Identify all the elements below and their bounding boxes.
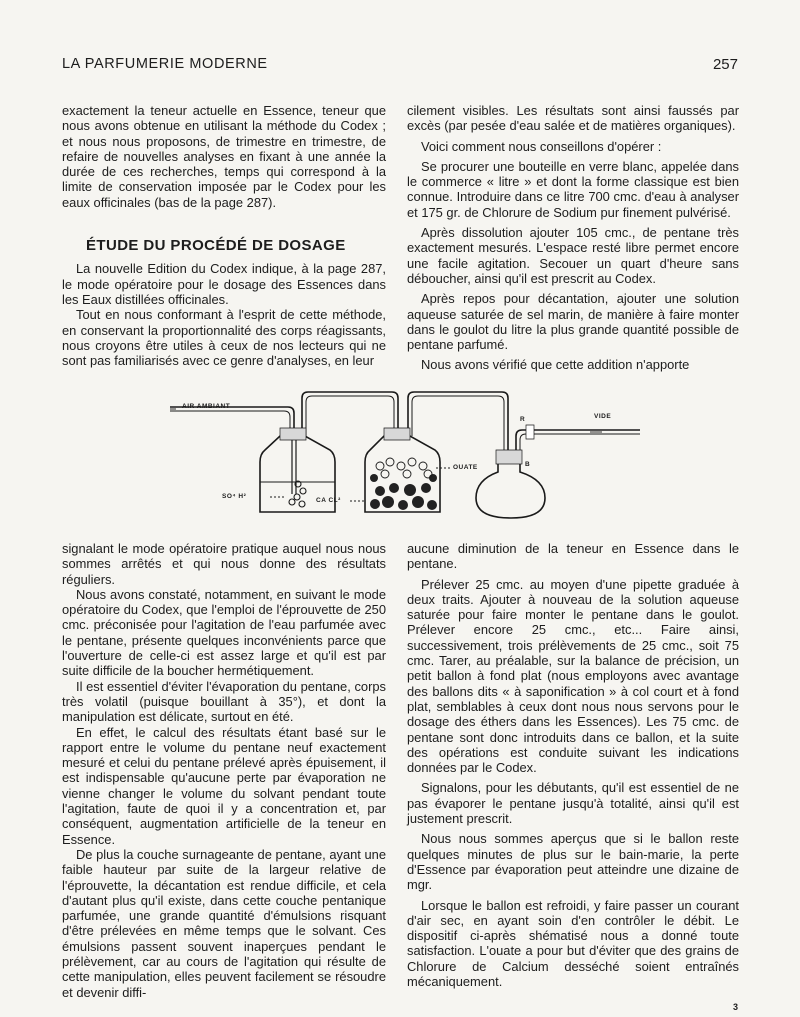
bubble bbox=[289, 499, 295, 505]
paragraph: signalant le mode opératoire pratique auquel nous nous sommes arrêtés et qui nous donne des résultats réguliers. bbox=[62, 541, 386, 587]
connector-1-2-inner bbox=[306, 396, 394, 436]
calcium-chloride-grain bbox=[412, 496, 424, 508]
right-column-bottom bbox=[407, 541, 739, 989]
paragraph: Se procurer une bouteille en verre blanc, appelée dans le commerce « litre » et dont la forme classique est bien connue. Introduire dans ce litre 700 cmc. d'eau à analyser et 175 gr. de Chlorure de Sodium pur finement pulvérisé. bbox=[407, 158, 739, 220]
cotton-tuft bbox=[376, 462, 384, 470]
paragraph: La nouvelle Edition du Codex indique, à la page 287, le mode opératoire pour le dosage des Essences dans les Eaux distillées officinales. bbox=[62, 261, 386, 307]
bubble bbox=[300, 488, 306, 494]
paragraph: Tout en nous conformant à l'esprit de cette méthode, en conservant la proportionnalité des corps réagissants, nous croyons être utiles à ceux de nos lecteurs qui ne sont pas familiarisés avec ce genre d'analyses, en leur bbox=[62, 307, 386, 369]
apparatus-drawing bbox=[170, 384, 640, 529]
flask-label: B bbox=[525, 461, 531, 468]
cotton-tuft bbox=[408, 458, 416, 466]
paragraph: Il est essentiel d'éviter l'évaporation du pentane, corps très volatil (puisque bouillant à 35°), et dont la manipulation est délicate, surtout en été. bbox=[62, 678, 386, 725]
paragraph: Prélever 25 cmc. au moyen d'une pipette graduée à deux traits. Ajouter à nouveau de la solution aqueuse saturée pour faire monter le pentane dans le goulot. Prélever encore 25 cmc., etc... Faire ainsi, successivement, trois prélèvements de 25 cmc., soit 75 cmc. Tarer, au préalable, sur la balance de précision, un petit ballon à fond plat (nous employons avec avantage des ballons dits « à saponification » à col court et à fond plat, semblables à ceux dont nous nous servons pour le dosage des éthers dans les Essences). Les 75 cmc. de pentane sont donc introduits dans ce ballon, et la suite des opérations est conduite suivant les indications données par le Codex. bbox=[407, 576, 739, 776]
cotton-tuft bbox=[397, 462, 405, 470]
bubble bbox=[299, 501, 305, 507]
journal-title: LA PARFUMERIE MODERNE bbox=[62, 56, 268, 72]
paragraph: Après dissolution ajouter 105 cmc., de pentane très exactement mesurés. L'espace resté libre permet encore une facile agitation. Secouer un quart d'heure sans déboucher, ainsi qu'il est prescrit au Codex. bbox=[407, 225, 739, 286]
calcium-chloride-grain bbox=[375, 486, 385, 496]
cotton-tuft bbox=[424, 470, 432, 478]
left-column-bottom bbox=[62, 541, 386, 1000]
paragraph: Nous avons vérifié que cette addition n'apporte bbox=[421, 357, 690, 373]
paragraph: Signalons, pour les débutants, qu'il est essentiel de ne pas évaporer le pentane jusqu'à totalité, ainsi qu'il est justement prescrit. bbox=[407, 780, 739, 827]
calcium-chloride-grain bbox=[429, 474, 437, 482]
page-number: 257 bbox=[712, 56, 738, 73]
right-column-top bbox=[407, 103, 739, 373]
calcium-chloride-grain bbox=[421, 483, 431, 493]
tap-label: R bbox=[520, 416, 526, 423]
bubble bbox=[294, 494, 300, 500]
paragraph: aucune diminution de la teneur en Essence dans le pentane. bbox=[407, 541, 739, 572]
air-inlet-tube-inner bbox=[170, 411, 290, 436]
calcium-chloride-grain bbox=[370, 474, 378, 482]
calcium-chloride-grain bbox=[370, 499, 380, 509]
stopper-1 bbox=[280, 428, 306, 440]
flask bbox=[476, 456, 545, 518]
section-title: ÉTUDE DU PROCÉDÉ DE DOSAGE bbox=[86, 237, 346, 255]
paragraph: Voici comment nous conseillons d'opérer : bbox=[421, 138, 662, 154]
paragraph: cilement visibles. Les résultats sont ainsi faussés par excès (par pesée d'eau salée et de matières organiques). bbox=[407, 103, 739, 134]
paragraph: exactement la teneur actuelle en Essence, teneur que nous avons obtenue en utilisant la méthode du Codex ; et nous nous proposons, de trimestre en trimestre, de refaire de nouvelles analyses en fixant à une année la durée de ces recherches, temps qui correspond à la limite de conservation imposée par le Codex pour les eaux officinales (bas de la page 287). bbox=[62, 103, 386, 210]
calcium-chloride-grain bbox=[389, 483, 399, 493]
connector-2-3-inner bbox=[412, 396, 504, 456]
apparatus-diagram bbox=[170, 384, 640, 529]
stopper-2 bbox=[384, 428, 410, 440]
connector-2-3 bbox=[408, 392, 508, 456]
ouate-label: OUATE bbox=[453, 464, 478, 471]
calcium-chloride-grain bbox=[427, 500, 437, 510]
calcium-chloride-label: CA CL² bbox=[316, 497, 341, 504]
connector-1-2 bbox=[302, 392, 398, 436]
paragraph: De plus la couche surnageante de pentane, ayant une faible hauteur par suite de la largeur relative de l'éprouvette, la décantation est rendue difficile, et cela d'autant plus qu'il existe, dans cette couche pentanique parfumée, une grande quantité d'émulsions risquant d'être prélevées en même temps que le solvant. Ces émulsions passent souvent inaperçues pendant le prélèvement, car au cours de l'agitation qui résulte de cette manipulation, elles peuvent facilement se résoudre et devenir diffi- bbox=[62, 846, 386, 1000]
paragraph: En effet, le calcul des résultats étant basé sur le rapport entre le volume du pentane neuf exactement mesuré et celui du pentane prélevé après épuisement, il est indispensable qu'aucune perte par évaporation ne vienne changer le volume du solvant pendant toute l'agitation, faute de quoi il y a concentration et, par conséquent, augmentation artificielle de la teneur en Essence. bbox=[62, 724, 386, 847]
sheet-number: 3 bbox=[732, 1002, 738, 1012]
cotton-tuft bbox=[403, 470, 411, 478]
vacuum-tube-inner bbox=[520, 434, 640, 456]
paragraph: Nous nous sommes aperçus que si le ballon reste quelques minutes de plus sur le bain-marie, la perte d'Essence par évaporation peut atteindre une dizaine de mgr. bbox=[407, 831, 739, 893]
tap-r bbox=[526, 425, 534, 439]
paragraph: Lorsque le ballon est refroidi, y faire passer un courant d'air sec, en ayant soin d'en contrôler le débit. Le dispositif ci-après shématisé nous a donné toute satisfaction. L'ouate a pour but d'éviter que des grains de Chlorure de Calcium desséché soient entraînés mécaniquement. bbox=[407, 897, 739, 990]
left-column-top bbox=[62, 103, 386, 368]
running-header bbox=[62, 56, 738, 78]
calcium-chloride-grain bbox=[382, 496, 394, 508]
cotton-tuft bbox=[386, 458, 394, 466]
vide-label: VIDE bbox=[594, 413, 612, 420]
calcium-chloride-grain bbox=[398, 500, 408, 510]
paragraph: Nous avons constaté, notamment, en suivant le mode opératoire du Codex, que l'emploi de l'éprouvette de 250 cmc. préconisée pour l'agitation de l'eau parfumée avec le pentane, présente quelques inconvénients parce que l'ouverture de celle-ci est assez large et qu'il est par suite difficile de la boucher hermétiquement. bbox=[62, 586, 386, 679]
air-label: AIR AMBIANT bbox=[182, 403, 231, 410]
paragraph: Après repos pour décantation, ajouter une solution aqueuse saturée de sel marin, de manière à faire monter dans le goulot du litre la plus grande quantité possible de pentane parfumé. bbox=[407, 291, 739, 353]
sulfuric-acid-label: SO⁴ H² bbox=[222, 493, 247, 500]
calcium-chloride-grain bbox=[404, 484, 416, 496]
stopper-3 bbox=[496, 450, 522, 464]
cotton-tuft bbox=[381, 470, 389, 478]
cotton-tuft bbox=[419, 462, 427, 470]
